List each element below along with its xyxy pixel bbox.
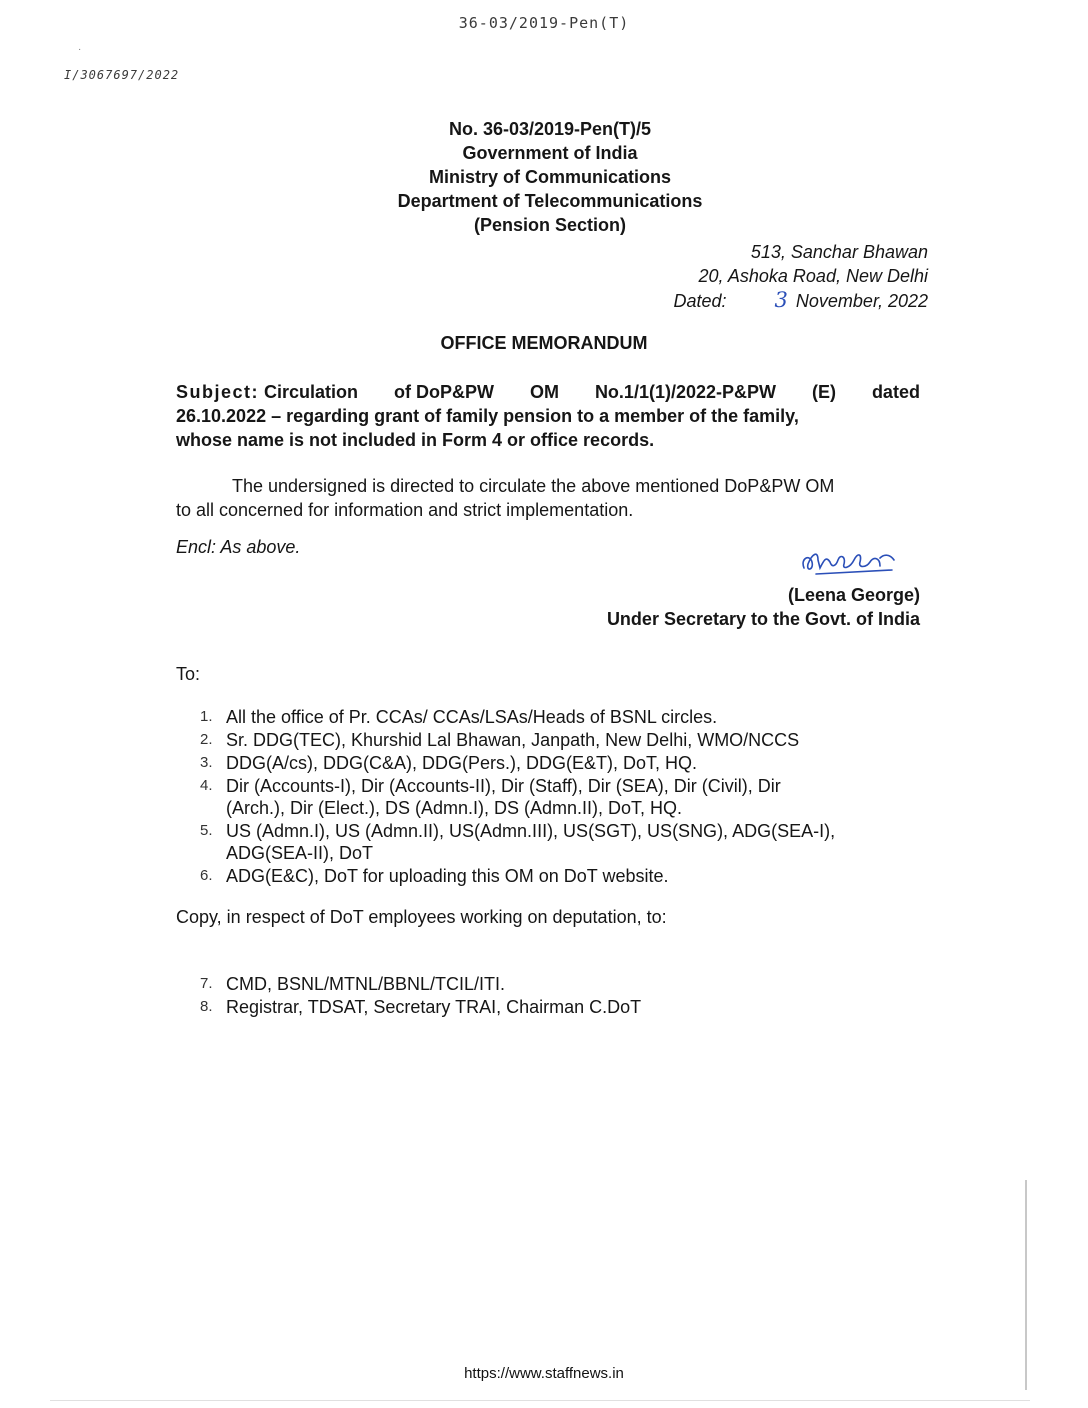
address-line-1: 513, Sanchar Bhawan <box>750 242 928 262</box>
subject-word: dated <box>871 382 920 402</box>
scan-speck: · <box>78 44 82 55</box>
copy-label: Copy, in respect of DoT employees working on deputation, to: <box>176 907 667 927</box>
list-item: 4. Dir (Accounts-I), Dir (Accounts-II), Dir (Staff), Dir (SEA), Dir (Civil), Dir (Arch.), Dir (Elect.), DS (Admn.I), DS (Admn.II), DoT, HQ. <box>200 776 781 818</box>
department-line: Department of Telecommunications <box>397 191 703 211</box>
dated-day-handwritten: 3 <box>774 288 788 312</box>
letterhead <box>340 117 760 237</box>
signatory-designation: Under Secretary to the Govt. of India <box>606 609 920 629</box>
list-item: 7. CMD, BSNL/MTNL/BBNL/TCIL/ITI. <box>200 974 506 994</box>
subject-word: (E) <box>811 382 836 402</box>
body-line-1: The undersigned is directed to circulate the above mentioned DoP&PW OM <box>232 476 835 496</box>
body-line-2: to all concerned for information and strict implementation. <box>176 500 634 520</box>
scan-edge-line <box>1025 1180 1027 1390</box>
dated-row <box>673 288 928 313</box>
address-block <box>673 240 928 313</box>
memo-number: No. 36-03/2019-Pen(T)/5 <box>448 119 652 139</box>
list-item: 2. Sr. DDG(TEC), Khurshid Lal Bhawan, Janpath, New Delhi, WMO/NCCS <box>200 730 800 750</box>
list-item: 8. Registrar, TDSAT, Secretary TRAI, Chairman C.DoT <box>200 997 642 1017</box>
footer-url: https://www.staffnews.in <box>464 1365 624 1382</box>
signatory-name: (Leena George) <box>787 585 920 605</box>
address-line-2: 20, Ashoka Road, New Delhi <box>698 266 928 286</box>
file-reference-header: 36-03/2019-Pen(T) <box>458 14 630 32</box>
list-item: 3. DDG(A/cs), DDG(C&A), DDG(Pers.), DDG(E&T), DoT, HQ. <box>200 753 698 773</box>
subject-word: OM <box>529 382 559 402</box>
list-item: 1. All the office of Pr. CCAs/ CCAs/LSAs/Heads of BSNL circles. <box>200 707 718 727</box>
government-line: Government of India <box>462 143 638 163</box>
subject-line-2: 26.10.2022 – regarding grant of family pension to a member of the family, <box>176 406 799 426</box>
list-item: 5. US (Admn.I), US (Admn.II), US(Admn.III), US(SGT), US(SNG), ADG(SEA-I), ADG(SEA-II), DoT <box>200 821 836 863</box>
subject-label: Subject: <box>176 382 260 402</box>
dated-month-year: November, 2022 <box>795 291 928 311</box>
subject-block <box>176 380 920 452</box>
to-label: To: <box>176 664 201 684</box>
subject-word: No.1/1(1)/2022-P&PW <box>594 382 776 402</box>
list-item: 6. ADG(E&C), DoT for uploading this OM on DoT website. <box>200 866 669 886</box>
distribution-list <box>200 706 920 888</box>
scan-bottom-line <box>50 1400 1030 1401</box>
enclosure-note: Encl: As above. <box>176 537 301 557</box>
subject-line-1 <box>176 380 920 404</box>
section-line: (Pension Section) <box>473 215 626 235</box>
ministry-line: Ministry of Communications <box>428 167 671 187</box>
memo-title: OFFICE MEMORANDUM <box>440 333 648 353</box>
stamp-number: I/3067697/2022 <box>64 68 180 82</box>
copy-list <box>200 973 920 1019</box>
subject-line-3: whose name is not included in Form 4 or office records. <box>176 430 655 450</box>
handwritten-signature <box>796 540 906 580</box>
subject-word: Circulation <box>264 382 359 402</box>
signatory-block <box>607 583 920 631</box>
body-paragraph <box>176 474 920 522</box>
dated-label: Dated: <box>673 291 727 311</box>
subject-word: of DoP&PW <box>394 382 494 402</box>
